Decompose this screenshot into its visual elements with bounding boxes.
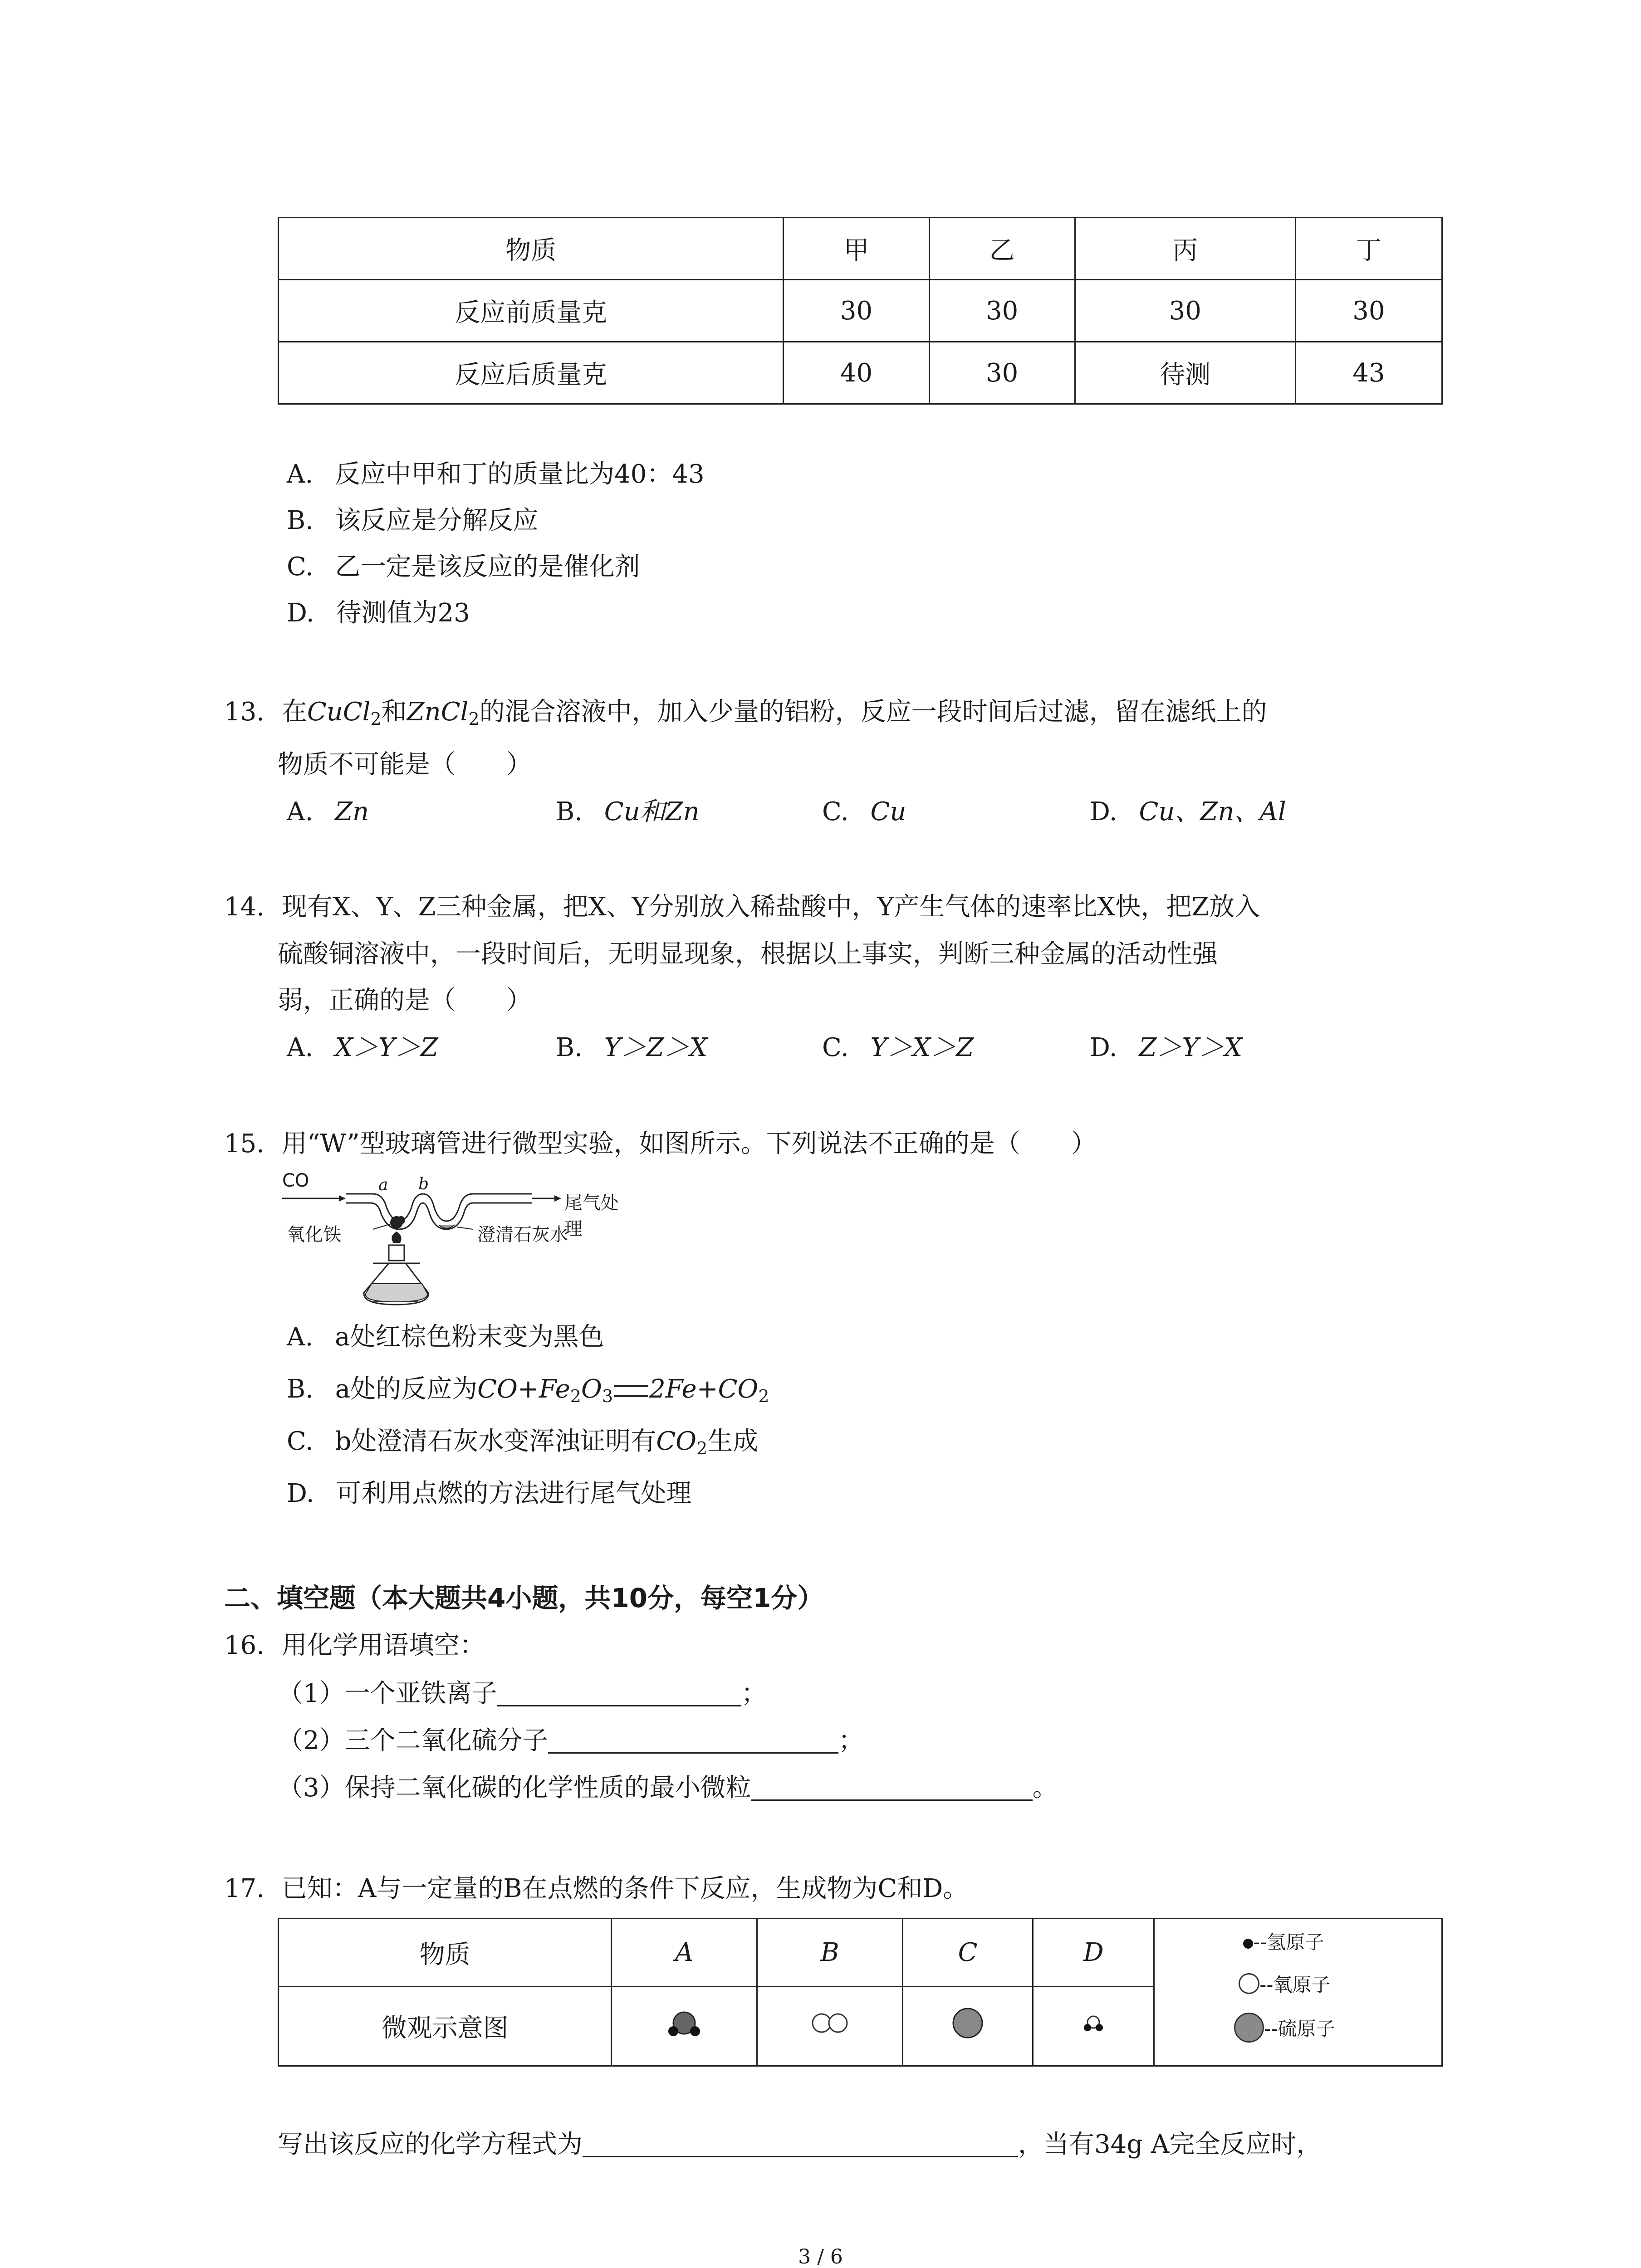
table-cell: 甲 — [784, 218, 929, 280]
table-cell: C — [903, 1919, 1033, 1987]
item-end: ； — [741, 1679, 767, 1708]
table-cell: 30 — [1075, 280, 1295, 342]
option-letter: D. — [287, 598, 314, 628]
stem-text: 用“W”型玻璃管进行微型实验，如图所示。下列说法不正确的是（ ） — [281, 1129, 1097, 1158]
option-letter: C. — [287, 1427, 314, 1456]
q15-option-c[interactable] — [287, 1429, 758, 1457]
q14-option-a[interactable] — [287, 1035, 438, 1061]
page-number: 3 / 6 — [798, 2245, 843, 2268]
item-label: （2）三个二氧化硫分子 — [278, 1726, 548, 1755]
question-number: 17. — [224, 1874, 265, 1903]
table-cell: 物质 — [279, 218, 784, 280]
option-letter: D. — [1090, 1033, 1117, 1062]
subscript: 3 — [602, 1386, 613, 1406]
option-letter: D. — [287, 1479, 314, 1508]
sulfur-molecule-icon — [950, 2005, 986, 2041]
option-text: 乙一定是该反应的是催化剂 — [335, 552, 640, 582]
table-cell: 乙 — [929, 218, 1075, 280]
item-end: ； — [838, 1726, 864, 1755]
subscript: 2 — [570, 1386, 581, 1406]
q15-stem — [224, 1131, 1097, 1157]
table-cell: 40 — [784, 342, 929, 404]
q12-option-c[interactable] — [287, 554, 640, 580]
h2s-molecule-icon — [661, 2009, 707, 2037]
q16-stem — [224, 1633, 485, 1658]
stem-text: 和 — [381, 697, 407, 727]
q15-option-b[interactable] — [287, 1374, 769, 1406]
water-molecule-icon — [1075, 2009, 1112, 2037]
stem-text: 已知：A与一定量的B在点燃的条件下反应，生成物为C和D。 — [281, 1874, 969, 1903]
o2-molecule-icon — [805, 2009, 855, 2037]
legend-label: --硫原子 — [1264, 2018, 1335, 2040]
item-label: （1）一个亚铁离子 — [278, 1679, 497, 1708]
stem-text: ，当有34g A完全反应时， — [1018, 2130, 1322, 2159]
question-number: 16. — [224, 1631, 265, 1660]
option-text: Y＞X＞Z — [870, 1033, 974, 1062]
subscript: 2 — [370, 709, 382, 729]
option-letter: B. — [556, 797, 583, 826]
answer-blank[interactable] — [548, 1729, 838, 1754]
q12-option-b[interactable] — [287, 508, 539, 533]
answer-blank[interactable] — [497, 1681, 741, 1706]
item-label: （3）保持二氧化碳的化学性质的最小微粒 — [278, 1773, 751, 1803]
q14-option-d[interactable] — [1090, 1035, 1242, 1061]
legend-cell — [1154, 1919, 1442, 2066]
question-number: 14. — [224, 892, 265, 922]
hydrogen-atom-icon — [1243, 1939, 1253, 1949]
q14-stem-line2: 硫酸铜溶液中，一段时间后，无明显现象，根据以上事实，判断三种金属的活动性强 — [278, 939, 1218, 969]
option-text: a处红棕色粉末变为黑色 — [335, 1322, 604, 1352]
q15-option-a[interactable] — [287, 1322, 604, 1352]
subscript: 2 — [468, 709, 480, 729]
table-cell: 丙 — [1075, 218, 1295, 280]
equals-sign — [614, 1385, 648, 1397]
q12-option-a[interactable] — [287, 459, 705, 489]
option-letter: C. — [822, 797, 849, 826]
iron-oxide-label: 氧化铁 — [287, 1224, 341, 1245]
q14-stem-line3: 弱，正确的是（ ） — [278, 986, 532, 1015]
option-letter: A. — [287, 1322, 314, 1352]
q15-option-d[interactable] — [287, 1481, 692, 1506]
molecule-b-cell — [757, 1987, 903, 2066]
legend-hydrogen — [1243, 1927, 1324, 1955]
equation-text: CO+Fe — [477, 1374, 570, 1404]
option-text: X＞Y＞Z — [335, 1033, 438, 1062]
item-end: 。 — [1032, 1773, 1058, 1803]
option-text: Cu — [870, 797, 906, 826]
option-letter: B. — [287, 506, 314, 535]
q13-stem-line1 — [224, 699, 1267, 728]
stem-text: 在 — [281, 697, 307, 727]
table-cell: 30 — [929, 342, 1075, 404]
micro-table — [278, 1918, 1443, 2067]
answer-blank[interactable] — [583, 2132, 1018, 2157]
q14-option-b[interactable] — [556, 1035, 708, 1061]
option-letter: B. — [556, 1033, 583, 1062]
option-text: Y＞Z＞X — [604, 1033, 708, 1062]
q14-stem-line1 — [224, 894, 1260, 920]
option-letter: C. — [822, 1033, 849, 1062]
molecule-a-cell — [612, 1987, 757, 2066]
formula: CuCl — [307, 697, 371, 727]
stem-text: 现有X、Y、Z三种金属，把X、Y分别放入稀盐酸中，Y产生气体的速率比X快，把Z放入 — [281, 892, 1260, 922]
table-cell: 待测 — [1075, 342, 1295, 404]
q13-option-b[interactable] — [556, 799, 700, 825]
table-cell: 30 — [784, 280, 929, 342]
option-letter: B. — [287, 1374, 314, 1404]
q12-option-d[interactable] — [287, 598, 470, 628]
co-label: CO — [282, 1170, 309, 1191]
limewater-label: 澄清石灰水 — [477, 1224, 568, 1245]
q17-stem — [224, 1876, 968, 1901]
option-letter: A. — [287, 1033, 314, 1062]
equation-text: O — [581, 1374, 602, 1404]
point-a-label: a — [378, 1176, 388, 1194]
w-tube-figure — [278, 1170, 622, 1315]
micro-table-header — [279, 1919, 1442, 1987]
table-cell: 反应前质量克 — [279, 280, 784, 342]
q17-equation-line — [278, 2132, 1322, 2157]
option-letter: D. — [1090, 797, 1117, 826]
point-b-label: b — [418, 1175, 429, 1193]
option-text: 反应中甲和丁的质量比为40：43 — [335, 459, 705, 489]
q16-item-2 — [278, 1728, 864, 1754]
question-number: 15. — [224, 1129, 265, 1158]
molecule-c-cell — [903, 1987, 1033, 2066]
table-cell: 30 — [929, 280, 1075, 342]
option-text: Z＞Y＞X — [1139, 1033, 1243, 1062]
q13-option-c[interactable] — [822, 799, 906, 825]
option-text: a处的反应为 — [335, 1374, 478, 1404]
answer-blank[interactable] — [751, 1776, 1033, 1801]
option-letter: C. — [287, 552, 314, 582]
subscript: 2 — [758, 1386, 769, 1406]
option-letter: A. — [287, 459, 314, 489]
legend-oxygen — [1239, 1970, 1330, 1997]
q16-item-1 — [278, 1681, 767, 1706]
option-text: Cu和Zn — [604, 797, 700, 826]
table-cell: 物质 — [279, 1919, 612, 1987]
legend-label: --氧原子 — [1259, 1974, 1331, 1996]
stem-text: 的混合溶液中，加入少量的铝粉，反应一段时间后过滤，留在滤纸上的 — [479, 697, 1267, 727]
table-cell: 反应后质量克 — [279, 342, 784, 404]
equation-text: 2Fe+CO — [649, 1374, 759, 1404]
table-cell: B — [757, 1919, 903, 1987]
option-text: Cu、Zn、Al — [1139, 797, 1286, 826]
legend-label: --氢原子 — [1253, 1931, 1324, 1953]
oxygen-atom-icon — [1239, 1973, 1259, 1994]
q14-option-c[interactable] — [822, 1035, 974, 1061]
option-text: 该反应是分解反应 — [335, 506, 539, 535]
formula: CO — [656, 1427, 697, 1456]
q16-item-3 — [278, 1775, 1058, 1801]
table-cell: 43 — [1295, 342, 1442, 404]
q13-option-d[interactable] — [1090, 799, 1286, 825]
option-text: 待测值为23 — [336, 598, 470, 628]
table-cell: 30 — [1295, 280, 1442, 342]
formula: ZnCl — [407, 697, 469, 727]
table-cell: D — [1033, 1919, 1154, 1987]
molecule-d-cell — [1033, 1987, 1154, 2066]
q13-option-a[interactable] — [287, 799, 369, 825]
section-heading: 二、填空题（本大题共4小题，共10分，每空1分） — [224, 1583, 824, 1613]
option-text: b处澄清石灰水变浑浊证明有 — [335, 1427, 656, 1456]
tail-gas-label: 尾气处理 — [564, 1193, 619, 1239]
q13-stem-line2: 物质不可能是（ ） — [278, 750, 532, 779]
question-number: 13. — [224, 697, 265, 727]
option-text: 生成 — [707, 1427, 759, 1456]
option-text: 可利用点燃的方法进行尾气处理 — [336, 1479, 692, 1508]
stem-text: 写出该反应的化学方程式为 — [278, 2130, 583, 2159]
option-letter: A. — [287, 797, 314, 826]
mass-table-header — [279, 218, 1442, 280]
table-cell: 微观示意图 — [279, 1987, 612, 2066]
table-row — [279, 342, 1442, 404]
subscript: 2 — [696, 1438, 708, 1458]
sulfur-atom-icon — [1234, 2013, 1264, 2043]
table-cell: 丁 — [1295, 218, 1442, 280]
legend-sulfur — [1234, 2013, 1335, 2043]
option-text: Zn — [335, 797, 369, 826]
stem-text: 用化学用语填空： — [281, 1631, 485, 1660]
mass-table — [278, 217, 1443, 405]
table-cell: A — [612, 1919, 757, 1987]
table-row — [279, 280, 1442, 342]
